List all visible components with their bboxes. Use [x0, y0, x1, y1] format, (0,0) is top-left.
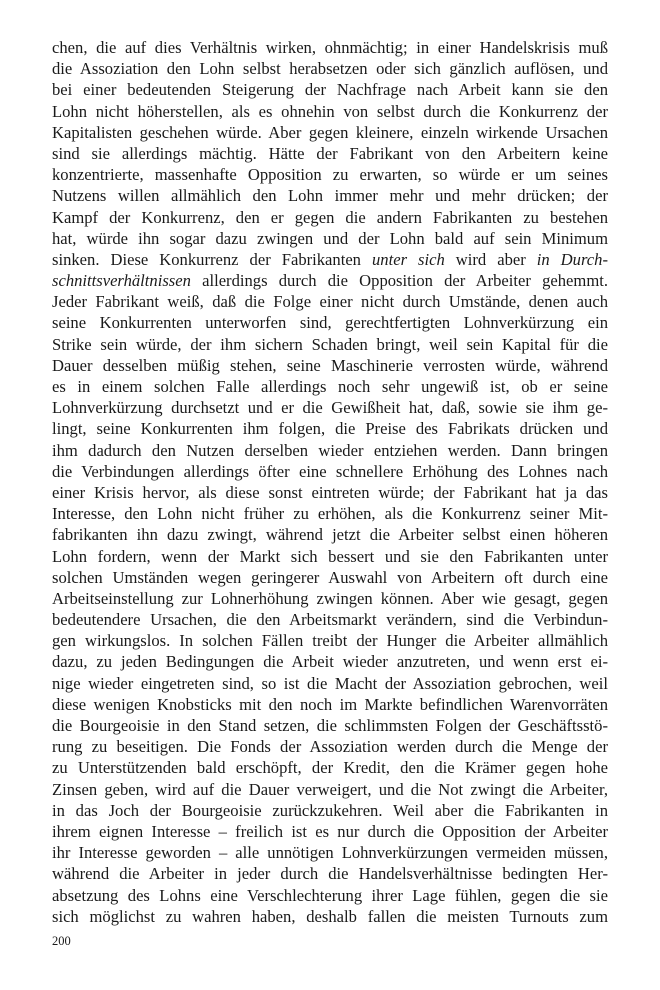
text-segment: nige wieder eingetreten sind, so ist die Macht der Assoziation gebrochen, weil	[52, 673, 608, 693]
text-segment: lingt, seine Konkurrenten ihm folgen, die Preise des Fabrikats drücken und	[52, 419, 608, 439]
text-line	[52, 397, 608, 418]
text-line	[52, 270, 608, 291]
text-line	[52, 906, 608, 927]
italic-text: schnittsverhältnissen	[52, 271, 191, 291]
text-line	[52, 143, 608, 164]
text-line	[52, 863, 608, 884]
text-segment: zu Unterstützenden bald erschöpft, der Kredit, den die Krämer gegen hohe	[52, 758, 608, 778]
text-segment: Zinsen geben, wird auf die Dauer verweigert, und die Not zwingt die Arbeiter,	[52, 779, 608, 799]
text-line	[52, 546, 608, 567]
text-line	[52, 58, 608, 79]
text-segment: dazu, zu jeden Bedingungen die Arbeit wieder anzutreten, und wenn erst ei-	[52, 652, 608, 672]
text-segment: Strike sein würde, der ihm sichern Schaden bringt, weil sein Kapital für die	[52, 334, 608, 354]
body-text	[52, 37, 608, 927]
text-line	[52, 630, 608, 651]
text-line	[52, 185, 608, 206]
text-segment: sinken. Diese Konkurrenz der Fabrikanten	[52, 249, 372, 269]
text-line	[52, 503, 608, 524]
text-line	[52, 101, 608, 122]
text-segment: ihrem eignen Interesse – freilich ist es nur durch die Opposition der Arbeiter	[52, 821, 608, 841]
text-line	[52, 885, 608, 906]
text-line	[52, 376, 608, 397]
text-line	[52, 588, 608, 609]
text-line	[52, 249, 608, 270]
text-segment: einer Krisis hervor, als diese sonst eintreten würde; der Fabrikant hat ja das	[52, 482, 608, 502]
text-segment: seine Konkurrenten unterworfen sind, gerechtfertigten Lohnverkürzung ein	[52, 313, 608, 333]
text-segment: die Bourgeoisie in den Stand setzen, die schlimmsten Folgen der Geschäftsstö-	[52, 716, 608, 735]
text-segment: Kampf der Konkurrenz, den er gegen die andern Fabrikanten zu bestehen	[52, 207, 608, 227]
text-line	[52, 694, 608, 715]
text-segment: hat, würde ihn sogar dazu zwingen und der Lohn bald auf sein Minimum	[52, 228, 608, 248]
text-segment: es in einem solchen Falle allerdings noch sehr ungewiß ist, ob er seine	[52, 377, 608, 396]
text-segment: während die Arbeiter in jeder durch die Handelsverhältnisse bedingten Her-	[52, 864, 608, 884]
text-segment: diese wenigen Knobsticks mit den noch im Markte befindlichen Warenvorräten	[52, 694, 608, 714]
text-line	[52, 461, 608, 482]
text-line	[52, 715, 608, 736]
text-line	[52, 609, 608, 630]
text-line	[52, 291, 608, 312]
text-segment: in das Joch der Bourgeoisie zurückzukehren. Weil aber die Fabrikanten in	[52, 800, 608, 820]
text-segment: Jeder Fabrikant weiß, daß die Folge einer nicht durch Umstände, denen auch	[52, 292, 608, 312]
text-segment: Lohn fordern, wenn der Markt sich bessert und sie den Fabrikanten unter	[52, 546, 608, 566]
text-line	[52, 37, 608, 58]
text-line	[52, 482, 608, 503]
text-line	[52, 651, 608, 672]
text-line	[52, 736, 608, 757]
text-line	[52, 842, 608, 863]
text-segment: wird aber	[444, 249, 537, 269]
text-line	[52, 821, 608, 842]
text-segment: bedeutendere Ursachen, die den Arbeitsmarkt verändern, sind die Verbindun-	[52, 610, 608, 630]
text-segment: ihm dadurch den Nutzen derselben wieder entziehen werden. Dann bringen	[52, 440, 608, 460]
text-segment: chen, die auf dies Verhältnis wirken, ohnmächtig; in einer Handelskrisis muß	[52, 38, 608, 57]
text-line	[52, 757, 608, 778]
text-line	[52, 164, 608, 185]
text-segment: Lohnverkürzung durchsetzt und er die Gewißheit hat, daß, sowie sie ihm ge-	[52, 398, 608, 418]
text-line	[52, 418, 608, 439]
text-line	[52, 79, 608, 100]
text-segment: bei einer bedeutenden Steigerung der Nachfrage nach Arbeit kann sie den	[52, 80, 608, 100]
text-line	[52, 567, 608, 588]
text-line	[52, 440, 608, 461]
text-line	[52, 228, 608, 249]
text-line	[52, 800, 608, 821]
text-segment: konzentrierte, massenhafte Opposition zu erwarten, so würde er um seines	[52, 165, 608, 185]
page-number: 200	[52, 934, 71, 948]
text-line	[52, 207, 608, 228]
text-segment: Kapitalisten geschehen würde. Aber gegen kleinere, einzeln wirkende Ursachen	[52, 122, 608, 142]
text-segment: Nutzens willen allmählich den Lohn immer mehr und mehr drücken; der	[52, 186, 608, 206]
text-segment: Arbeitseinstellung zur Lohnerhöhung zwingen können. Aber wie gesagt, gegen	[52, 588, 608, 608]
text-segment: die Verbindungen allerdings öfter eine schnellere Erhöhung des Lohnes nach	[52, 461, 608, 481]
text-segment: rung zu beseitigen. Die Fonds der Assoziation werden durch die Menge der	[52, 737, 608, 757]
text-line	[52, 673, 608, 694]
text-segment: ihr Interesse geworden – alle unnötigen Lohnverkürzungen vermeiden müssen,	[52, 843, 608, 863]
text-segment: sich möglichst zu wahren haben, deshalb fallen die meisten Turnouts zum	[52, 906, 608, 926]
italic-text: unter sich	[372, 249, 445, 269]
text-segment: allerdings durch die Opposition der Arbeiter gehemmt.	[190, 271, 608, 291]
italic-text: in Durch-	[536, 249, 608, 269]
text-segment: Lohn nicht höherstellen, als es ohnehin von selbst durch die Konkurrenz der	[52, 101, 608, 121]
text-segment: Interesse, den Lohn nicht früher zu erhöhen, als die Konkurrenz seiner Mit-	[52, 504, 608, 524]
text-line	[52, 355, 608, 376]
text-line	[52, 779, 608, 800]
text-segment: solchen Umständen wegen geringerer Auswahl von Arbeitern oft durch eine	[52, 567, 608, 587]
text-segment: absetzung des Lohns eine Verschlechterung ihrer Lage fühlen, gegen die sie	[52, 885, 608, 905]
text-segment: die Assoziation den Lohn selbst herabsetzen oder sich gänzlich auflösen, und	[52, 59, 608, 79]
text-segment: fabrikanten ihn dazu zwingt, während jetzt die Arbeiter selbst einen höheren	[52, 525, 608, 545]
text-line	[52, 524, 608, 545]
text-line	[52, 312, 608, 333]
text-segment: gen wirkungslos. In solchen Fällen treibt der Hunger die Arbeiter allmählich	[52, 631, 608, 651]
text-segment: Dauer desselben müßig stehen, seine Maschinerie verrosten würde, während	[52, 355, 608, 375]
text-line	[52, 334, 608, 355]
text-segment: sind sie allerdings mächtig. Hätte der Fabrikant von den Arbeitern keine	[52, 143, 608, 163]
text-line	[52, 122, 608, 143]
